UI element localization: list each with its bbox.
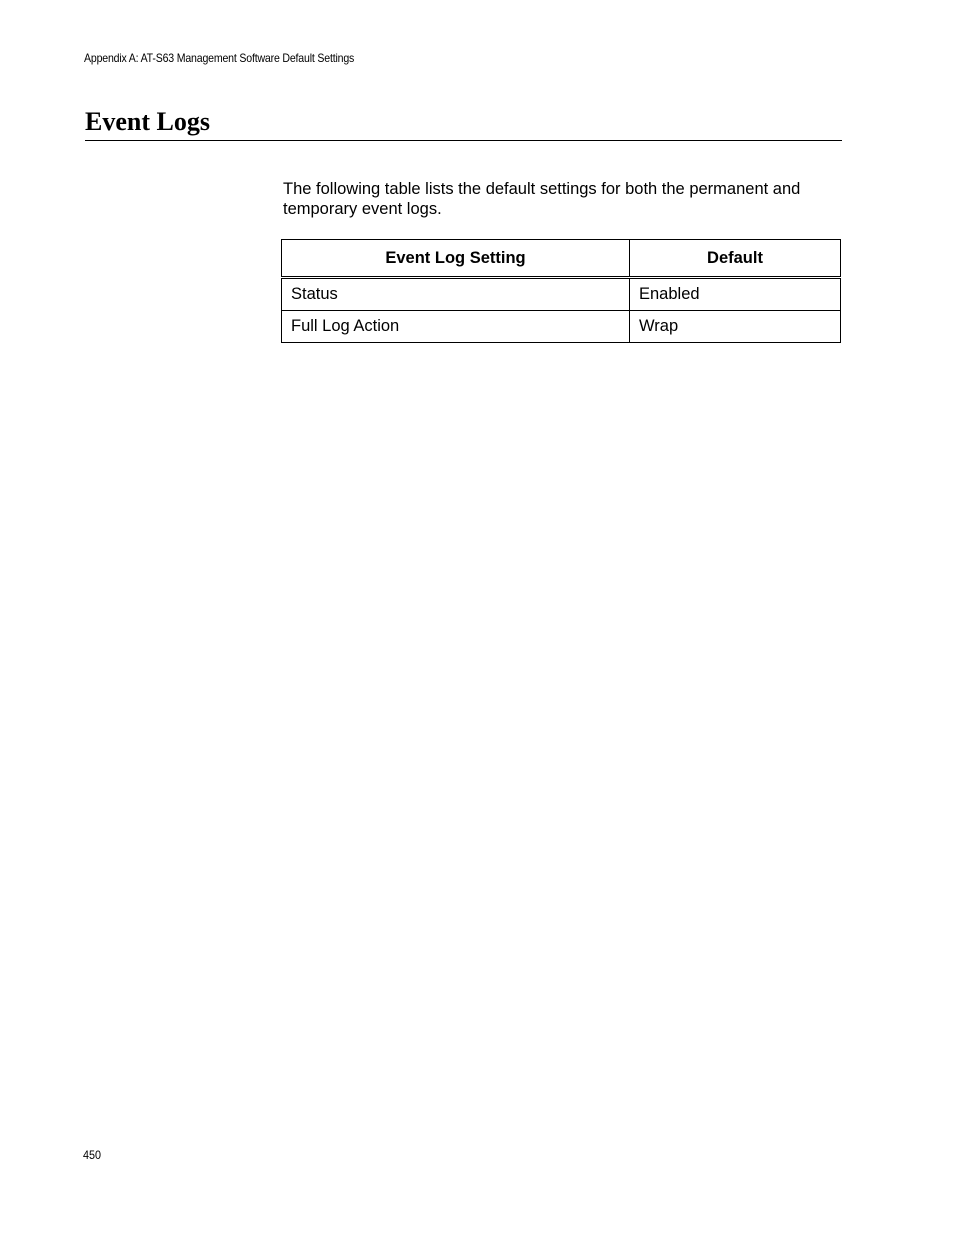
event-log-defaults-table <box>281 239 841 343</box>
table-row <box>282 278 841 311</box>
column-header-setting: Event Log Setting <box>282 240 630 278</box>
setting-cell: Status <box>282 278 630 311</box>
page-number: 450 <box>83 1148 102 1162</box>
default-cell: Enabled <box>630 278 841 311</box>
title-rule <box>85 140 842 141</box>
table-header-row <box>282 240 841 278</box>
setting-cell: Full Log Action <box>282 311 630 343</box>
table-row <box>282 311 841 343</box>
running-header: Appendix A: AT-S63 Management Software Default Settings <box>84 51 355 65</box>
default-cell: Wrap <box>630 311 841 343</box>
section-title: Event Logs <box>85 107 210 136</box>
intro-paragraph: The following table lists the default settings for both the permanent and temporary event logs. <box>283 180 801 218</box>
column-header-default: Default <box>630 240 841 278</box>
